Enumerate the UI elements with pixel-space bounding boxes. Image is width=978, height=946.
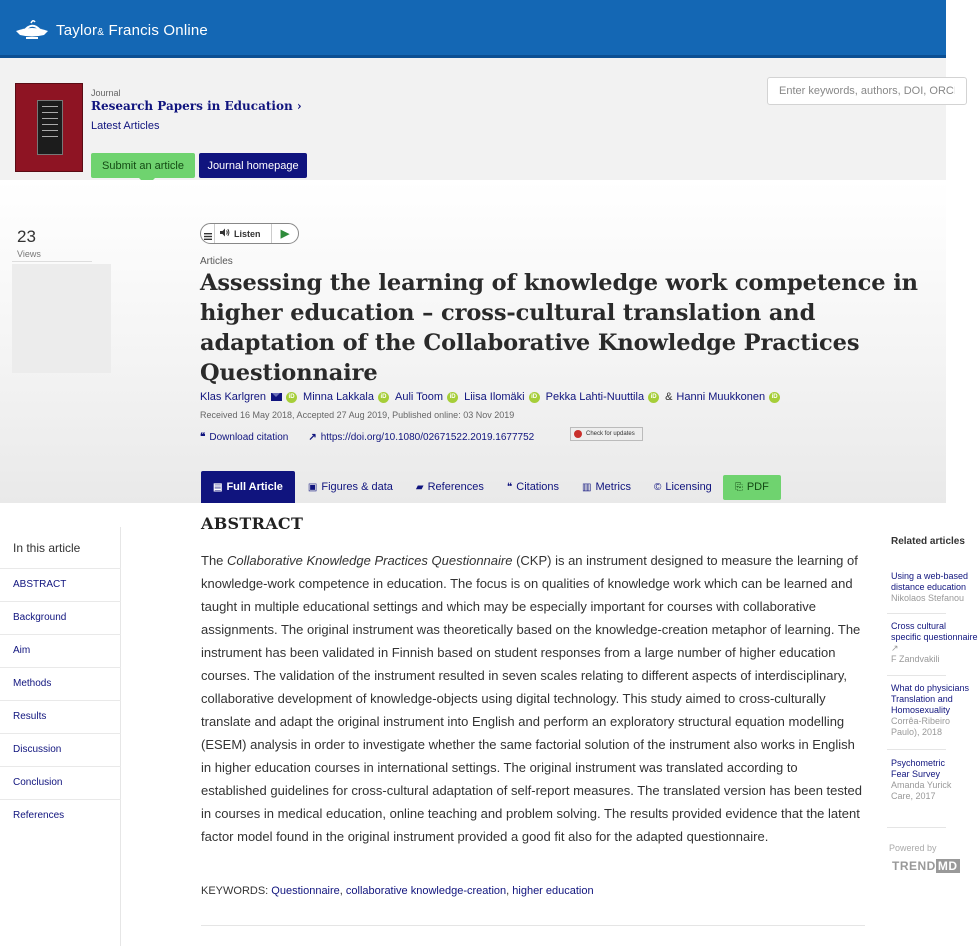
journal-banner bbox=[0, 58, 946, 180]
search-input[interactable] bbox=[767, 77, 967, 105]
article-tabs bbox=[201, 471, 781, 503]
orcid-icon[interactable]: iD bbox=[769, 392, 780, 403]
citation-bar bbox=[200, 432, 554, 443]
related-articles bbox=[887, 527, 978, 946]
orcid-icon[interactable]: iD bbox=[529, 392, 540, 403]
check-updates-button[interactable] bbox=[570, 427, 643, 441]
orcid-icon[interactable]: iD bbox=[648, 392, 659, 403]
pdf-icon: ⎘ bbox=[734, 481, 743, 493]
keywords-label: KEYWORDS: bbox=[201, 885, 269, 897]
tab-label: Figures & data bbox=[321, 481, 393, 493]
abstract-text: The Collaborative Knowledge Practices Questionnaire (CKP) is an instrument designed to measure the learning of knowledge-work competence in education. The focus is on qualities of knowledge work which can be learned and taught in multiple educational settings and which may be especially important for courses with collaborative assignments. The original instrument was theoretically based on the knowledge-creation metaphor of learning. The instrument has been validated in Finnish based on student responses from a large number of higher education courses. The validation of the instrument resulted in seven scales relating to different aspects of interdisciplinary, collaborative development of knowledge-objects using digital technology. This study aimed to cross-culturally translate and adapt the original instrument into English and perform an exploratory structural equation modelling (ESEM) analysis in order to investigate whether the same factorial solution of the instrument also works in English in higher education courses in international settings. The original instrument was translated according to established guidelines for cross-cultural adaptation of self-report measures. The translated version has been tested in courses in medical education, online teaching and problem solving. The results provided evidence that the latent factor model found in the original instrument provided a good fit also for the adapted questionnaire. bbox=[201, 553, 862, 844]
tab-figures[interactable] bbox=[308, 481, 393, 493]
author-list bbox=[200, 391, 786, 403]
toc-item-references[interactable]: References bbox=[0, 799, 121, 832]
powered-by-label: Powered by bbox=[889, 843, 937, 853]
email-icon[interactable] bbox=[271, 393, 282, 401]
play-icon[interactable]: ▶ bbox=[271, 224, 298, 243]
toc-item-aim[interactable]: Aim bbox=[0, 634, 121, 667]
check-updates-label: Check for updates bbox=[586, 431, 635, 437]
tab-citations[interactable] bbox=[507, 481, 559, 493]
image-icon: ▣ bbox=[307, 481, 318, 493]
tab-label: References bbox=[427, 481, 484, 493]
listen-label: Listen bbox=[234, 228, 261, 239]
keyword-link[interactable]: higher education bbox=[512, 885, 594, 897]
views-count: 23 bbox=[17, 227, 36, 246]
related-item[interactable]: Psychometric Fear Survey Amanda Yurick Care, 2017 bbox=[891, 758, 952, 801]
toc-item-results[interactable]: Results bbox=[0, 700, 121, 733]
tab-label: Citations bbox=[516, 481, 560, 493]
toc-item-methods[interactable]: Methods bbox=[0, 667, 121, 700]
toc-item-background[interactable]: Background bbox=[0, 601, 121, 634]
external-link-icon: ↗ bbox=[891, 643, 899, 653]
article-header bbox=[0, 180, 946, 503]
listen-player[interactable] bbox=[200, 223, 299, 244]
tab-label: Metrics bbox=[595, 481, 631, 493]
ad-placeholder bbox=[12, 264, 111, 373]
related-divider bbox=[887, 675, 946, 676]
brand-name: Taylor& Francis Online bbox=[56, 21, 208, 39]
toc-list bbox=[0, 568, 121, 832]
article-title: Assessing the learning of knowledge work competence in higher education – cross-cultural translation and adaptation of the Collaborative Knowledge Practices Questionnaire bbox=[200, 270, 918, 386]
keywords: KEYWORDS: Questionnaire, collaborative knowledge-creation, higher education bbox=[201, 885, 594, 897]
menu-icon[interactable] bbox=[201, 224, 215, 243]
keyword-link[interactable]: Questionnaire bbox=[271, 885, 340, 897]
book-icon: ▰ bbox=[415, 481, 424, 493]
views-label: Views bbox=[17, 249, 41, 259]
document-icon: ▤ bbox=[213, 481, 223, 493]
copyright-icon: © bbox=[653, 481, 662, 493]
abstract-heading: ABSTRACT bbox=[201, 514, 304, 533]
journal-kicker: Journal bbox=[91, 88, 121, 98]
external-link-icon: ↗ bbox=[308, 432, 317, 443]
lamp-icon bbox=[14, 19, 50, 41]
related-divider bbox=[887, 827, 946, 828]
cover-artwork bbox=[37, 100, 63, 155]
doi-link[interactable]: https://doi.org/10.1080/02671522.2019.1677752 bbox=[320, 432, 535, 443]
related-divider bbox=[887, 613, 946, 614]
speaker-icon bbox=[220, 228, 230, 239]
orcid-icon[interactable]: iD bbox=[286, 392, 297, 403]
related-item[interactable]: What do physicians Translation and Homosexuality Corrêa-Ribeiro Paulo), 2018 bbox=[891, 683, 970, 737]
orcid-icon[interactable]: iD bbox=[378, 392, 389, 403]
tab-full-article[interactable] bbox=[201, 471, 295, 503]
quote-icon: ❝ bbox=[200, 432, 206, 443]
tab-licensing[interactable] bbox=[654, 481, 712, 493]
author-link[interactable]: Auli Toom bbox=[394, 391, 444, 403]
related-heading: Related articles bbox=[891, 536, 965, 547]
author-link[interactable]: Liisa Ilomäki bbox=[464, 391, 525, 403]
tab-label: Full Article bbox=[226, 481, 283, 493]
bar-chart-icon: ▥ bbox=[582, 481, 592, 493]
views-divider bbox=[12, 261, 92, 262]
related-item[interactable]: Cross cultural specific questionnaire ↗ F Zandvakili bbox=[891, 621, 978, 664]
tab-label: Licensing bbox=[665, 481, 712, 493]
submit-article-button[interactable]: Submit an article bbox=[91, 153, 195, 178]
trendmd-logo[interactable]: TREND MD bbox=[892, 859, 958, 873]
related-item[interactable]: Using a web-based distance education Nikolaos Stefanou bbox=[891, 571, 969, 603]
author-separator: & bbox=[665, 391, 673, 403]
related-divider bbox=[887, 749, 946, 750]
tab-metrics[interactable] bbox=[582, 481, 631, 493]
article-type: Articles bbox=[200, 256, 233, 267]
toc-title: In this article bbox=[13, 541, 81, 555]
publication-dates: Received 16 May 2018, Accepted 27 Aug 2019, Published online: 03 Nov 2019 bbox=[200, 410, 515, 420]
brand-logo[interactable] bbox=[14, 19, 208, 41]
author-link[interactable]: Pekka Lahti-Nuuttila bbox=[545, 391, 645, 403]
journal-cover[interactable] bbox=[15, 83, 83, 172]
quote-icon: ❝ bbox=[506, 481, 513, 493]
download-citation-link[interactable]: Download citation bbox=[209, 432, 289, 443]
tab-pdf[interactable] bbox=[723, 475, 781, 500]
keyword-link[interactable]: collaborative knowledge-creation bbox=[345, 885, 507, 897]
toc-item-conclusion[interactable]: Conclusion bbox=[0, 766, 121, 799]
tab-references[interactable] bbox=[416, 481, 484, 493]
latest-articles-link[interactable]: Latest Articles bbox=[91, 120, 160, 132]
toc-item-abstract[interactable]: ABSTRACT bbox=[0, 568, 121, 601]
author-link[interactable]: Hanni Muukkonen bbox=[676, 391, 766, 403]
author-link[interactable]: Klas Karlgren bbox=[200, 391, 267, 403]
section-divider bbox=[201, 925, 865, 926]
journal-title-link[interactable]: Research Papers in Education › bbox=[91, 99, 302, 113]
site-header bbox=[0, 0, 946, 58]
toc-item-discussion[interactable]: Discussion bbox=[0, 733, 121, 766]
tab-label: PDF bbox=[746, 481, 769, 493]
orcid-icon[interactable]: iD bbox=[447, 392, 458, 403]
author-link[interactable]: Minna Lakkala bbox=[303, 391, 374, 403]
journal-homepage-button[interactable]: Journal homepage bbox=[199, 153, 307, 178]
table-of-contents bbox=[0, 527, 121, 946]
crossmark-icon bbox=[574, 430, 582, 438]
